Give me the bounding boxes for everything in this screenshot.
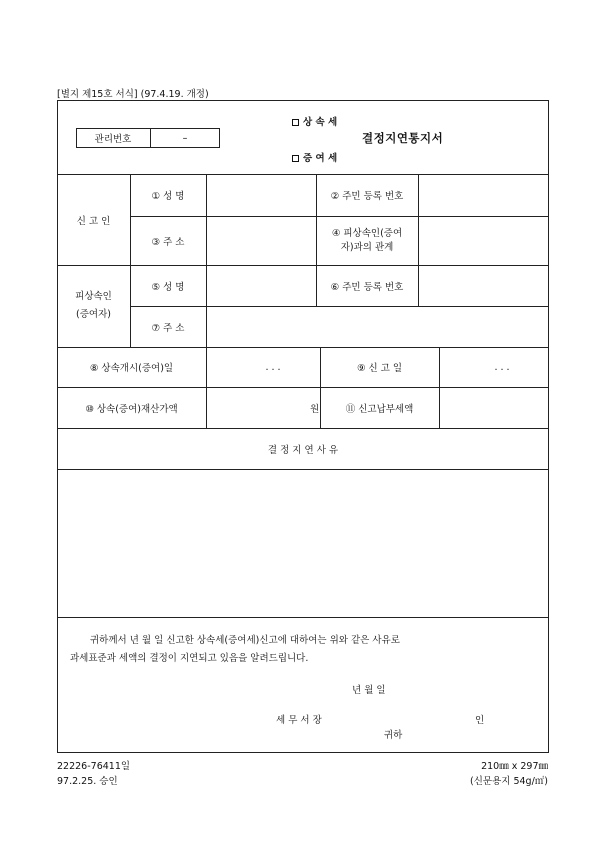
inheritance-start-date-label: ⑧ 상속개시(증여)일 <box>89 363 174 374</box>
mgmt-number-label: 관리번호 <box>94 134 132 145</box>
option-inheritance-tax[interactable]: 상 속 세 <box>292 114 337 128</box>
recipient-label: 귀하 <box>384 730 403 741</box>
reporter-id-field[interactable] <box>419 175 548 215</box>
relation-label-line1: ④ 피상속인(증여 <box>331 227 403 239</box>
relation-label <box>316 216 418 265</box>
option-gift-tax[interactable]: 증 여 세 <box>292 150 337 164</box>
approval-date: 97.2.25. 승인 <box>57 776 118 787</box>
inheritance-start-date-field[interactable]: . . . <box>265 361 281 373</box>
delay-reason-field[interactable] <box>58 470 548 616</box>
form-reference: [별지 제15호 서식] (97.4.19. 개정) <box>57 89 209 100</box>
decedent-address-field[interactable] <box>207 307 548 346</box>
relation-label-line2: 자)과의 관계 <box>340 241 394 253</box>
checkbox-icon[interactable] <box>292 119 299 126</box>
decedent-id-field[interactable] <box>419 266 548 305</box>
relation-field[interactable] <box>419 217 548 264</box>
property-value-unit: 원 <box>310 404 320 415</box>
seal-mark: 인 <box>475 715 485 726</box>
reporter-id-label: ② 주민 등록 번호 <box>330 191 404 202</box>
mgmt-number-value[interactable]: – <box>182 132 188 144</box>
reporter-name-label: ① 성 명 <box>151 191 185 202</box>
tax-paid-field[interactable] <box>440 388 548 427</box>
decedent-address-label: ⑦ 주 소 <box>151 322 185 334</box>
tax-office-head: 세 무 서 장 <box>276 715 322 726</box>
decedent-label-line2: (증여자) <box>76 309 111 320</box>
reporter-address-label: ③ 주 소 <box>151 236 185 248</box>
notice-line1: 귀하께서 년 월 일 신고한 상속세(증여세)신고에 대하여는 위와 같은 사유로 <box>90 635 400 646</box>
tax-paid-label: ⑪ 신고납부세액 <box>345 403 414 415</box>
paper-size: 210㎜ x 297㎜ <box>481 761 548 772</box>
decedent-name-label: ⑤ 성 명 <box>151 281 185 293</box>
paper-type: (신문용지 54g/㎡) <box>470 776 548 787</box>
decedent-section-label <box>57 265 130 347</box>
property-value-label: ⑩ 상속(증여)재산가액 <box>85 403 178 415</box>
report-date-field[interactable]: . . . <box>494 361 510 373</box>
reporter-address-field[interactable] <box>207 217 315 264</box>
decedent-id-label: ⑥ 주민 등록 번호 <box>330 281 404 293</box>
decedent-name-field[interactable] <box>207 266 315 305</box>
notice-line2: 과세표준과 세액의 결정이 지연되고 있음을 알려드립니다. <box>70 653 309 664</box>
document-title: 결정지연통지서 <box>362 131 444 145</box>
form-code: 22226-76411일 <box>57 761 131 772</box>
property-value-field[interactable] <box>207 388 319 427</box>
reporter-name-field[interactable] <box>207 175 315 215</box>
notice-date: 년 월 일 <box>352 685 386 696</box>
decedent-label-line1: 피상속인 <box>75 291 112 302</box>
reporter-section-label: 신 고 인 <box>76 215 111 227</box>
report-date-label: ⑨ 신 고 일 <box>356 363 403 374</box>
checkbox-icon[interactable] <box>292 155 299 162</box>
delay-reason-label: 결 정 지 연 사 유 <box>267 444 339 456</box>
